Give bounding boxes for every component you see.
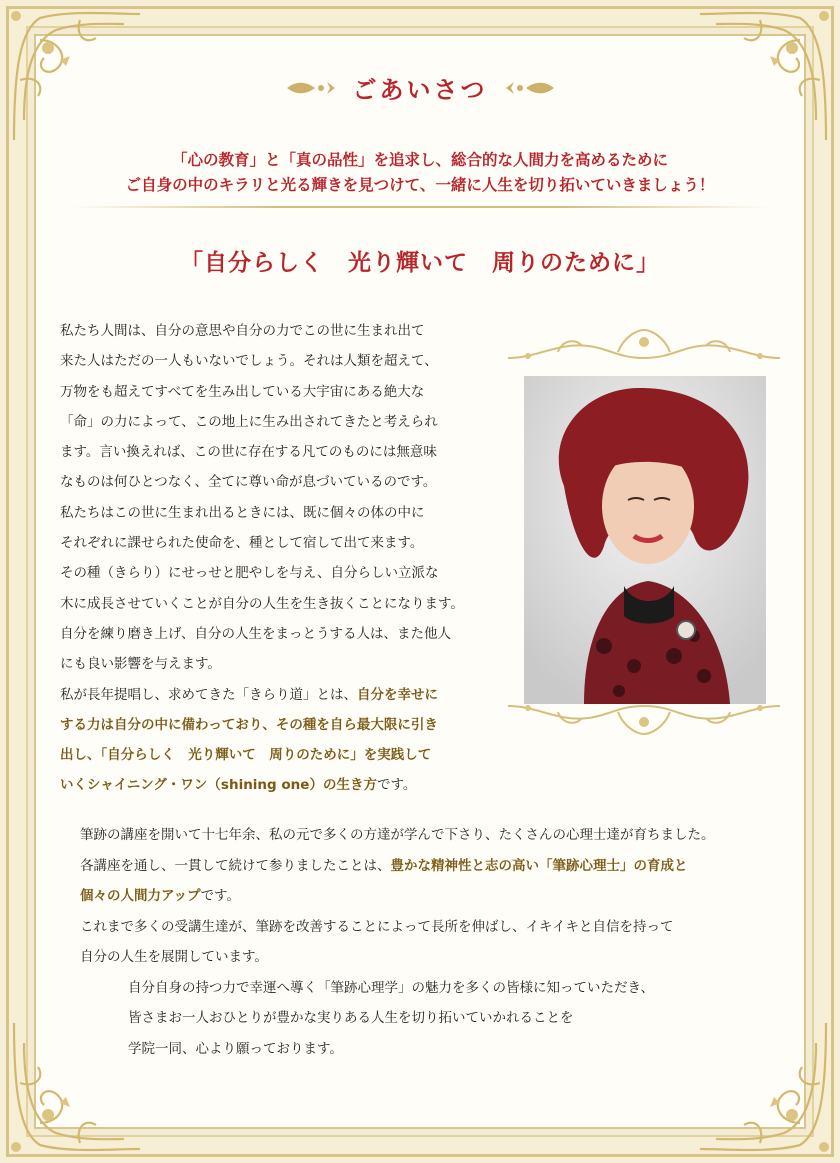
portrait-photo [524, 376, 766, 704]
text-line: 学院一同、心より願っております。 [128, 1040, 343, 1057]
highlight-text: 出し、「自分らしく 光り輝いて 周りのために」を実践して [60, 747, 432, 764]
closing-paragraph [80, 820, 780, 1064]
text-line: これまで多くの受講生達が、筆跡を改善することによって長所を伸ばし、イキイキと自信を持って [80, 918, 674, 935]
gold-flourish-icon [498, 322, 790, 368]
heading-row [0, 70, 840, 105]
gold-flourish-icon [285, 78, 339, 98]
text-line: 「命」の力によって、この地上に生み出されてきたと考えられ [60, 413, 438, 430]
lead-text [60, 148, 780, 198]
lead-line: 「心の教育」と「真の品性」を追求し、総合的な人間力を高めるために [171, 151, 668, 169]
text-line: 自分を練り磨き上げ、自分の人生をまっとうする人は、また他人 [60, 625, 451, 642]
text-line: にも良い影響を与えます。 [60, 656, 221, 673]
highlight-text: 自分を幸せに [357, 686, 438, 703]
text-line: 私たちはこの世に生まれ出るときには、既に個々の体の中に [60, 504, 425, 521]
highlight-text: いくシャイニング・ワン（shining one）の生き方 [60, 777, 377, 794]
text-line: ます。言い換えれば、この世に存在する凡てのものには無意味 [60, 444, 437, 461]
motto: 「自分らしく 光り輝いて 周りのために」 [180, 250, 660, 276]
highlight-text: 個々の人間力アップ [80, 888, 201, 904]
text-line: 来た人はただの一人もいないでしょう。それは人類を超えて、 [60, 353, 438, 370]
text-line: 万物をも超えてすべてを生み出している大宇宙にある絶大な [60, 383, 425, 400]
text-span: 各講座を通し、一貫して続けて参りましたことは、 [80, 857, 391, 874]
intro-paragraph [60, 316, 508, 801]
gold-flourish-icon [498, 696, 790, 742]
text-line [60, 770, 508, 800]
text-line [60, 680, 508, 710]
text-line: 自分自身の持つ力で幸運へ導く「筆跡心理学」の魅力を多くの皆様に知っていただき、 [128, 979, 654, 996]
text-span: です。 [200, 888, 240, 904]
highlight-text: 豊かな精神性と志の高い「筆跡心理士」の育成と [390, 857, 688, 874]
divider [70, 206, 770, 208]
page-title: ごあいさつ [352, 76, 488, 104]
text-span: です。 [376, 777, 417, 794]
highlight-text: する力は自分の中に備わっており、その種を自ら最大限に引き [60, 716, 438, 733]
text-line: 自分の人生を展開しています。 [80, 949, 268, 965]
portrait-block [498, 322, 790, 732]
text-span: 私が長年提唱し、求めてきた「きらり道」とは、 [60, 686, 357, 703]
text-line: 木に成長させていくことが自分の人生を生き抜くことになります。 [60, 595, 464, 612]
text-line: その種（きらり）にせっせと肥やしを与え、自分らしい立派な [60, 565, 439, 582]
text-line: なものは何ひとつなく、全てに尊い命が息づいているのです。 [60, 474, 437, 491]
text-line: 筆跡の講座を開いて十七年余、私の元で多くの方達が学んで下さり、たくさんの心理士達が育ちました。 [80, 827, 715, 843]
text-line [80, 881, 780, 912]
text-line [80, 851, 780, 882]
gold-flourish-icon [502, 78, 556, 98]
text-line: それぞれに課せられた使命を、種として宿して出て来ます。 [60, 535, 424, 552]
text-line: 私たち人間は、自分の意思や自分の力でこの世に生まれ出て [60, 323, 425, 339]
portrait-illustration [524, 376, 766, 704]
lead-line: ご自身の中のキラリと光る輝きを見つけて、一緒に人生を切り拓いていきましょう！ [125, 176, 715, 194]
text-line: 皆さまお一人おひとりが豊かな実りある人生を切り拓いていかれることを [128, 1010, 574, 1026]
